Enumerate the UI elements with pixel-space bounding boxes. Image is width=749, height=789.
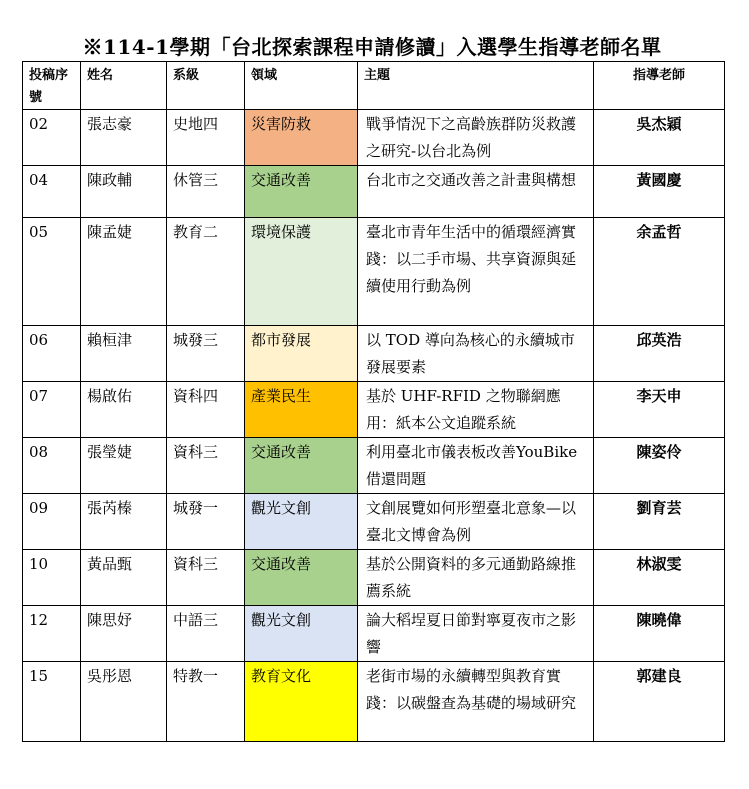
table-row <box>23 326 725 382</box>
header-field: 領域 <box>245 62 358 110</box>
cell-dept: 資科三 <box>167 550 245 606</box>
header-name: 姓名 <box>81 62 167 110</box>
cell-no: 04 <box>23 166 81 218</box>
cell-topic: 台北市之交通改善之計畫與構想 <box>358 166 594 218</box>
cell-field: 觀光文創 <box>245 606 358 662</box>
cell-name: 賴桓津 <box>81 326 167 382</box>
cell-dept: 資科三 <box>167 438 245 494</box>
cell-no: 09 <box>23 494 81 550</box>
table-row <box>23 662 725 742</box>
cell-field: 災害防救 <box>245 110 358 166</box>
cell-teacher: 黃國慶 <box>594 166 725 218</box>
cell-no: 02 <box>23 110 81 166</box>
cell-dept: 教育二 <box>167 218 245 326</box>
cell-field: 觀光文創 <box>245 494 358 550</box>
table-row <box>23 382 725 438</box>
table-row <box>23 606 725 662</box>
header-topic: 主題 <box>358 62 594 110</box>
cell-field: 交通改善 <box>245 166 358 218</box>
header-no: 投稿序號 <box>23 62 81 110</box>
cell-name: 張芮榛 <box>81 494 167 550</box>
cell-teacher: 劉育芸 <box>594 494 725 550</box>
cell-topic: 基於 UHF-RFID 之物聯網應用：紙本公文追蹤系統 <box>358 382 594 438</box>
table-row <box>23 438 725 494</box>
cell-no: 15 <box>23 662 81 742</box>
cell-dept: 休管三 <box>167 166 245 218</box>
table-row <box>23 494 725 550</box>
header-dept: 系級 <box>167 62 245 110</box>
cell-name: 楊啟佑 <box>81 382 167 438</box>
table-row <box>23 110 725 166</box>
cell-no: 10 <box>23 550 81 606</box>
cell-topic: 臺北市青年生活中的循環經濟實踐：以二手市場、共享資源與延續使用行動為例 <box>358 218 594 326</box>
cell-dept: 史地四 <box>167 110 245 166</box>
cell-dept: 資科四 <box>167 382 245 438</box>
cell-no: 12 <box>23 606 81 662</box>
cell-teacher: 陳曉偉 <box>594 606 725 662</box>
header-row <box>23 62 725 110</box>
cell-field: 交通改善 <box>245 550 358 606</box>
cell-no: 08 <box>23 438 81 494</box>
page-title: ※114-1學期「台北探索課程申請修讀」入選學生指導老師名單 <box>82 35 662 59</box>
cell-teacher: 邱英浩 <box>594 326 725 382</box>
table-row <box>23 550 725 606</box>
cell-dept: 中語三 <box>167 606 245 662</box>
cell-name: 陳思妤 <box>81 606 167 662</box>
cell-topic: 戰爭情況下之高齡族群防災救護之研究-以台北為例 <box>358 110 594 166</box>
cell-name: 黃品甄 <box>81 550 167 606</box>
cell-field: 產業民生 <box>245 382 358 438</box>
cell-field: 交通改善 <box>245 438 358 494</box>
cell-teacher: 吳杰穎 <box>594 110 725 166</box>
cell-no: 06 <box>23 326 81 382</box>
cell-name: 張志豪 <box>81 110 167 166</box>
cell-teacher: 郭建良 <box>594 662 725 742</box>
cell-dept: 城發三 <box>167 326 245 382</box>
table-row <box>23 166 725 218</box>
cell-field: 教育文化 <box>245 662 358 742</box>
cell-dept: 城發一 <box>167 494 245 550</box>
cell-field: 都市發展 <box>245 326 358 382</box>
cell-name: 陳政輔 <box>81 166 167 218</box>
cell-topic: 老街市場的永續轉型與教育實踐：以碳盤查為基礎的場域研究 <box>358 662 594 742</box>
cell-name: 張瑩婕 <box>81 438 167 494</box>
cell-topic: 以 TOD 導向為核心的永續城市發展要素 <box>358 326 594 382</box>
cell-no: 07 <box>23 382 81 438</box>
cell-dept: 特教一 <box>167 662 245 742</box>
cell-topic: 利用臺北市儀表板改善YouBike 借還問題 <box>358 438 594 494</box>
cell-field: 環境保護 <box>245 218 358 326</box>
advisor-table <box>22 61 725 742</box>
header-teacher: 指導老師 <box>594 62 725 110</box>
cell-topic: 論大稻埕夏日節對寧夏夜市之影響 <box>358 606 594 662</box>
cell-teacher: 林淑雯 <box>594 550 725 606</box>
table-row <box>23 218 725 326</box>
cell-topic: 基於公開資料的多元通勤路線推薦系統 <box>358 550 594 606</box>
cell-teacher: 李天申 <box>594 382 725 438</box>
cell-teacher: 余孟哲 <box>594 218 725 326</box>
cell-topic: 文創展覽如何形塑臺北意象—以臺北文博會為例 <box>358 494 594 550</box>
cell-teacher: 陳姿伶 <box>594 438 725 494</box>
cell-no: 05 <box>23 218 81 326</box>
cell-name: 陳孟婕 <box>81 218 167 326</box>
cell-name: 吳彤恩 <box>81 662 167 742</box>
